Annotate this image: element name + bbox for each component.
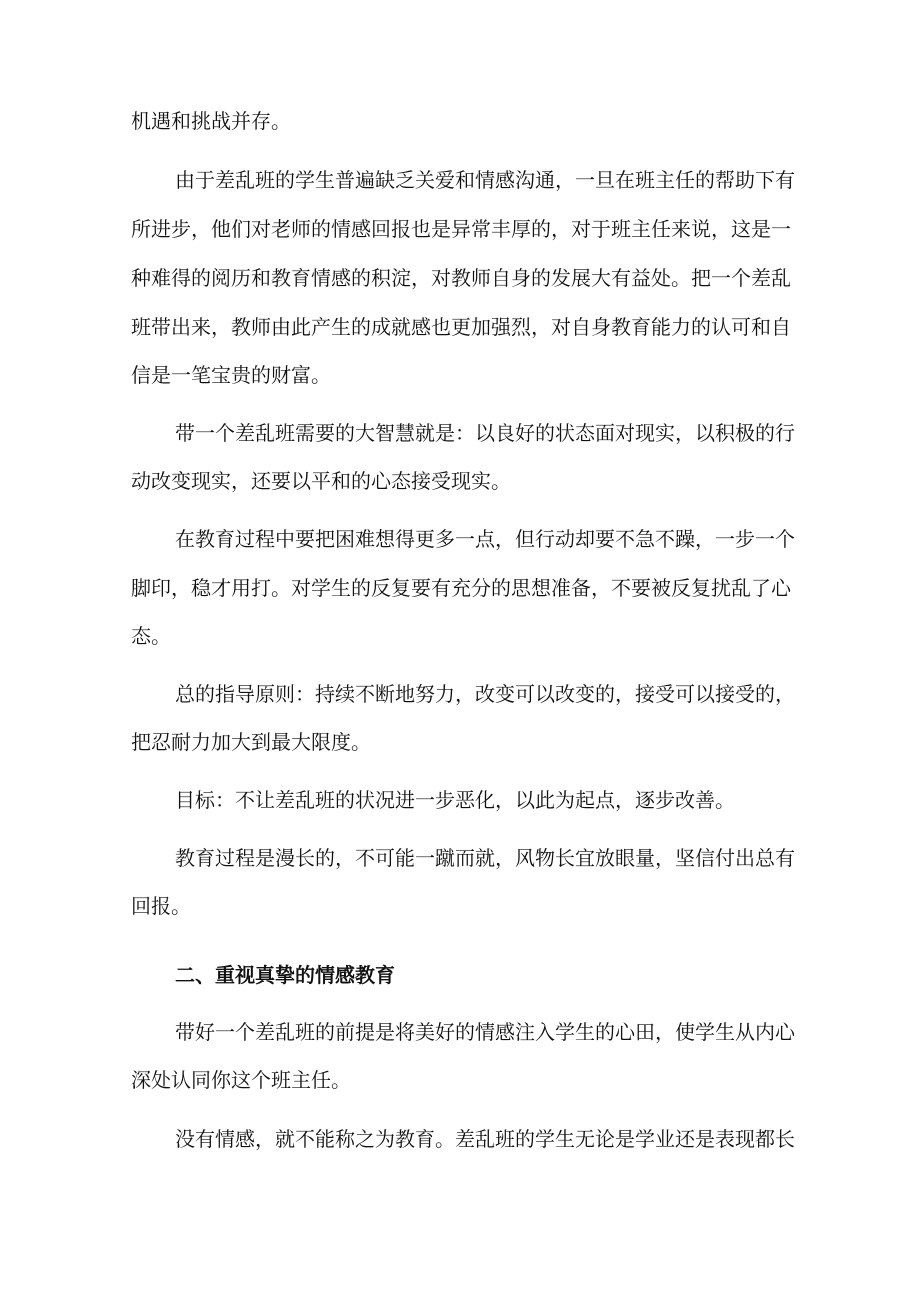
- paragraph-line: 把忍耐力加大到最大限度。: [131, 730, 371, 754]
- paragraph-line: 由于差乱班的学生普遍缺乏关爱和情感沟通，一旦在班主任的帮助下有: [175, 168, 795, 192]
- paragraph-line: 带好一个差乱班的前提是将美好的情感注入学生的心田，使学生从内心: [175, 1020, 795, 1044]
- paragraph-line: 带一个差乱班需要的大智慧就是：以良好的状态面对现实，以积极的行: [175, 421, 795, 445]
- paragraph-line: 机遇和挑战并存。: [131, 109, 291, 133]
- paragraph-line: 脚印，稳才用打。对学生的反复要有充分的思想准备，不要被反复扰乱了心: [131, 576, 791, 600]
- paragraph-line: 教育过程是漫长的，不可能一蹴而就，风物长宜放眼量，坚信付出总有: [175, 846, 795, 870]
- paragraph-line: 没有情感，就不能称之为教育。差乱班的学生无论是学业还是表现都长: [175, 1127, 795, 1151]
- paragraph-line: 总的指导原则：持续不断地努力，改变可以改变的，接受可以接受的，: [175, 682, 795, 706]
- paragraph-line: 班带出来，教师由此产生的成就感也更加强烈，对自身教育能力的认可和自: [131, 315, 791, 339]
- paragraph-line: 动改变现实，还要以平和的心态接受现实。: [131, 469, 511, 493]
- paragraph-line: 所进步，他们对老师的情感回报也是异常丰厚的，对于班主任来说，这是一: [131, 217, 791, 241]
- paragraph-line: 回报。: [131, 894, 191, 918]
- paragraph-line: 态。: [131, 624, 171, 648]
- paragraph-line: 信是一笔宝贵的财富。: [131, 363, 331, 387]
- paragraph-line: 种难得的阅历和教育情感的积淀，对教师自身的发展大有益处。把一个差乱: [131, 266, 791, 290]
- section-heading: 二、重视真挚的情感教育: [175, 963, 395, 987]
- paragraph-line: 目标：不让差乱班的状况进一步恶化，以此为起点，逐步改善。: [175, 788, 735, 812]
- paragraph-line: 在教育过程中要把困难想得更多一点，但行动却要不急不躁，一步一个: [175, 527, 795, 551]
- paragraph-line: 深处认同你这个班主任。: [131, 1068, 351, 1092]
